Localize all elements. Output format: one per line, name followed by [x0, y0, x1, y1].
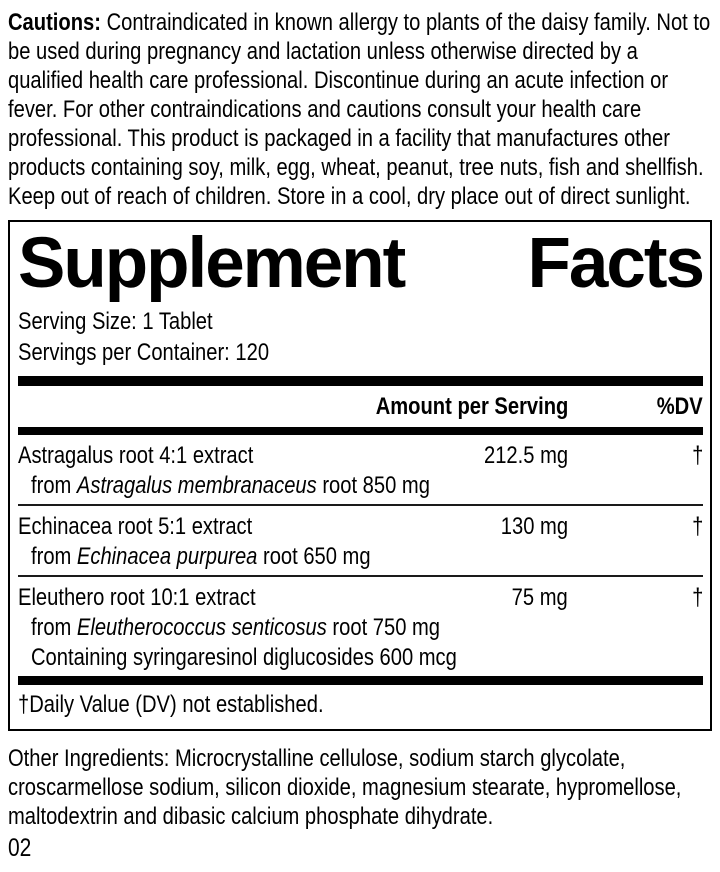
amount-column-header-cell — [18, 393, 568, 421]
servings-per-container: Servings per Container: 120 — [18, 339, 270, 366]
dv-column-header: %DV — [657, 393, 703, 420]
ingredient-row-eleuthero — [18, 577, 703, 676]
table-header-row — [18, 386, 703, 427]
ingredient-main-line — [18, 583, 703, 613]
species-name-italic: Astragalus membranaceus — [76, 472, 317, 499]
ingredient-main-line — [18, 441, 703, 471]
ingredient-name: Astragalus root 4:1 extract — [18, 442, 254, 469]
cautions-paragraph — [8, 8, 712, 211]
ingredient-name-cell — [18, 583, 352, 613]
divider-medium-header — [18, 427, 703, 435]
ingredient-amount-cell — [352, 441, 568, 471]
title-word-facts: Facts — [527, 224, 703, 303]
ingredient-dv-cell — [568, 441, 703, 471]
ingredient-source-line — [18, 542, 703, 572]
ingredient-amount: 130 mg — [500, 513, 568, 540]
source-prefix: from — [31, 472, 77, 499]
ingredient-name: Echinacea root 5:1 extract — [18, 513, 253, 540]
page-code-text: 02 — [8, 834, 32, 862]
source-suffix: root 750 mg — [326, 614, 441, 641]
ingredient-amount: 212.5 mg — [483, 442, 568, 469]
supplement-facts-panel — [8, 220, 712, 731]
other-ingredients-paragraph: Other Ingredients: Microcrystalline cellulose, sodium starch glycolate, croscarmellose sodium, silicon dioxide, magnesium stearate, hypromellose, maltodextrin and dibasic calcium phosphate dihydrate. — [8, 745, 682, 830]
ingredient-source-line — [18, 613, 703, 643]
dv-footnote — [18, 685, 703, 729]
ingredient-constituent-line — [18, 643, 703, 673]
title-word-supplement: Supplement — [18, 224, 405, 303]
page-code — [8, 834, 712, 863]
ingredient-name-cell — [18, 441, 352, 471]
divider-thick-footer — [18, 676, 703, 685]
constituent-text: Containing syringaresinol diglucosides 600 mcg — [31, 644, 457, 671]
source-prefix: from — [31, 543, 77, 570]
ingredient-row-astragalus — [18, 435, 703, 506]
dv-column-header-cell — [568, 393, 703, 421]
dagger-symbol: † — [691, 442, 703, 469]
supplement-facts-title — [18, 222, 703, 306]
dagger-symbol: † — [691, 513, 703, 540]
ingredient-amount-cell — [352, 512, 568, 542]
dv-footnote-text: †Daily Value (DV) not established. — [18, 691, 324, 718]
ingredient-dv-cell — [568, 512, 703, 542]
amount-column-header: Amount per Serving — [375, 393, 568, 420]
ingredient-dv-cell — [568, 583, 703, 613]
divider-thick-top — [18, 376, 703, 386]
ingredient-source-line — [18, 471, 703, 501]
ingredient-main-line — [18, 512, 703, 542]
ingredient-name: Eleuthero root 10:1 extract — [18, 584, 256, 611]
species-name-italic: Eleutherococcus senticosus — [76, 614, 327, 641]
source-prefix: from — [31, 614, 77, 641]
source-suffix: root 850 mg — [316, 472, 430, 499]
species-name-italic: Echinacea purpurea — [76, 543, 258, 570]
ingredient-amount: 75 mg — [511, 584, 568, 611]
ingredient-amount-cell — [352, 583, 568, 613]
serving-size: Serving Size: 1 Tablet — [18, 308, 213, 335]
dagger-symbol: † — [691, 584, 703, 611]
source-suffix: root 650 mg — [257, 543, 371, 570]
cautions-label: Cautions: — [8, 9, 101, 36]
ingredient-name-cell — [18, 512, 352, 542]
ingredient-row-echinacea — [18, 506, 703, 577]
cautions-text: Contraindicated in known allergy to plants of the daisy family. Not to be used during pregnancy and lactation unless otherwise directed by a qualified health care professional. Discontinue during an acute infection or fever. For other contraindications and cautions consult your health care professional. This product is packaged in a facility that manufactures other products containing soy, milk, egg, wheat, peanut, tree nuts, fish and shellfish. Keep out of reach of children. Store in a cool, dry place out of direct sunlight. — [8, 9, 711, 210]
